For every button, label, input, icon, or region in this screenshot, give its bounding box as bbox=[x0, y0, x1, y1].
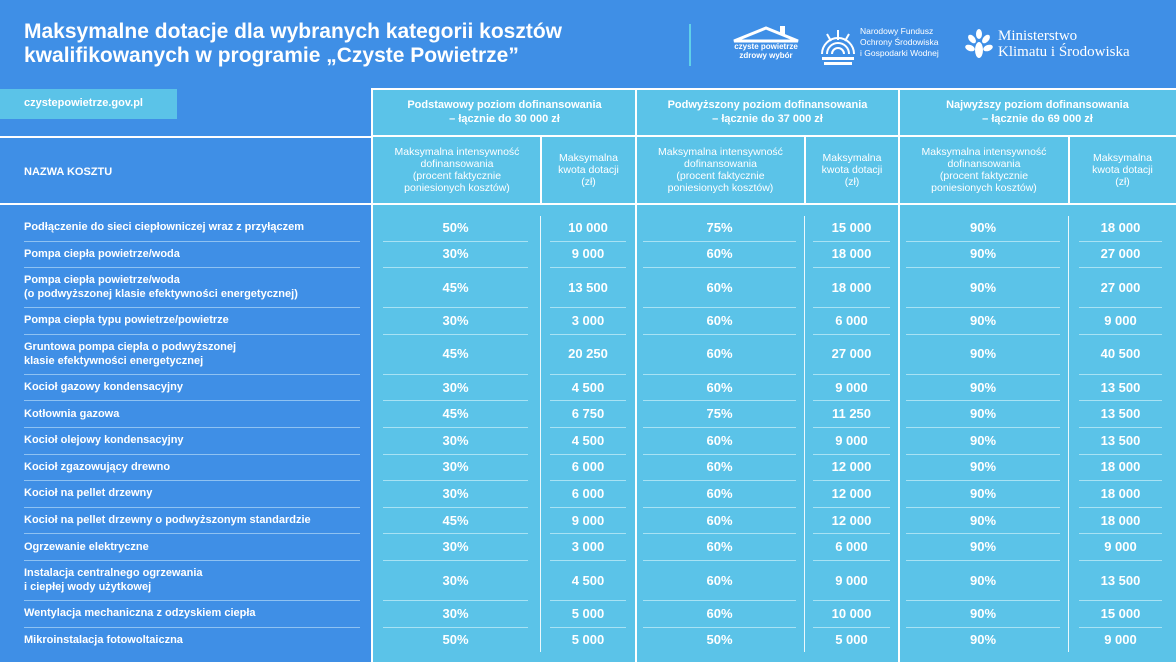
title-line-1: Maksymalne dotacje dla wybranych kategorii kosztów bbox=[24, 20, 563, 43]
cost-name-line1: Ogrzewanie elektryczne bbox=[24, 540, 149, 553]
amount-subheader-line: kwota dotacji bbox=[558, 164, 619, 176]
amount-value: 4 500 bbox=[571, 572, 605, 588]
cost-name-text bbox=[24, 540, 149, 554]
intensity-value: 30% bbox=[442, 485, 469, 501]
amount-value: 6 000 bbox=[835, 312, 868, 328]
group-header-line1: Podstawowy poziom dofinansowania bbox=[407, 99, 602, 111]
page-title bbox=[24, 20, 664, 68]
intensity-value: 90% bbox=[969, 219, 997, 235]
amount-subheader-line: (zł) bbox=[1115, 176, 1130, 188]
amount-value: 15 000 bbox=[831, 219, 872, 235]
intensity-value: 90% bbox=[969, 632, 997, 648]
amount-value: 6 750 bbox=[571, 406, 605, 422]
amount-subheader-line: kwota dotacji bbox=[821, 164, 883, 176]
intensity-value: 30% bbox=[442, 459, 469, 475]
cost-name-line1: Instalacja centralnego ogrzewania bbox=[24, 567, 203, 579]
left-header-line bbox=[0, 203, 373, 205]
intensity-value: 90% bbox=[969, 246, 997, 262]
amount-value: 4 500 bbox=[571, 432, 605, 448]
cost-name bbox=[24, 374, 360, 401]
intensity-value: 60% bbox=[706, 346, 733, 362]
logo-czyste-text-2: zdrowy wybór bbox=[739, 51, 793, 60]
intensity-value: 60% bbox=[706, 572, 733, 588]
intensity-subheader-line: dofinansowania bbox=[947, 158, 1021, 170]
sub-divider bbox=[540, 136, 542, 204]
cost-name bbox=[24, 267, 360, 307]
intensity-value: 45% bbox=[442, 512, 469, 528]
cost-name bbox=[24, 454, 360, 481]
amount-subheader-text bbox=[558, 152, 619, 188]
intensity-value: 45% bbox=[442, 279, 469, 295]
amount-value: 18 000 bbox=[1100, 219, 1141, 235]
amount-subheader bbox=[541, 136, 636, 204]
intensity-value: 90% bbox=[969, 406, 997, 422]
header-divider bbox=[689, 24, 691, 66]
intensity-value: 30% bbox=[442, 246, 469, 262]
amount-value: 3 000 bbox=[571, 312, 605, 328]
value-sub-divider bbox=[540, 216, 541, 652]
intensity-subheader bbox=[636, 136, 805, 204]
intensity-value: 90% bbox=[969, 346, 997, 362]
amount-subheader-text bbox=[1092, 152, 1153, 188]
intensity-value: 90% bbox=[969, 539, 997, 555]
intensity-value: 90% bbox=[969, 485, 997, 501]
amount-subheader-text bbox=[822, 152, 883, 188]
amount-subheader bbox=[1069, 136, 1176, 204]
cost-name bbox=[24, 427, 360, 454]
intensity-value: 90% bbox=[969, 312, 997, 328]
intensity-value: 90% bbox=[969, 379, 997, 395]
intensity-value: 30% bbox=[442, 572, 469, 588]
amount-value: 40 500 bbox=[1100, 346, 1141, 362]
cost-name-text bbox=[24, 513, 311, 527]
amount-value: 13 500 bbox=[1100, 379, 1141, 395]
amount-value: 27 000 bbox=[831, 346, 872, 362]
intensity-value: 45% bbox=[442, 346, 469, 362]
amount-value: 18 000 bbox=[831, 246, 872, 262]
group-header-line2: – łącznie do 37 000 zł bbox=[712, 113, 823, 125]
intensity-subheader-line: (procent faktycznie bbox=[939, 170, 1029, 182]
intensity-value: 60% bbox=[706, 379, 733, 395]
amount-value: 4 500 bbox=[571, 379, 605, 395]
amount-subheader-line: Maksymalna bbox=[822, 152, 882, 164]
amount-subheader-line: Maksymalna bbox=[1093, 152, 1152, 164]
nfosigw-logo bbox=[818, 24, 948, 68]
cost-name-text bbox=[24, 606, 256, 620]
cost-name-text bbox=[24, 220, 304, 234]
intensity-value: 90% bbox=[969, 572, 997, 588]
intensity-value: 60% bbox=[706, 539, 733, 555]
intensity-subheader-line: Maksymalna intensywność bbox=[394, 146, 520, 158]
intensity-value: 90% bbox=[969, 432, 997, 448]
intensity-value: 90% bbox=[969, 605, 997, 621]
logo-min-text-2: Klimatu i Środowiska bbox=[998, 44, 1130, 60]
intensity-value: 60% bbox=[706, 312, 733, 328]
cost-name-line1: Wentylacja mechaniczna z odzyskiem ciepła bbox=[24, 607, 256, 620]
intensity-value: 50% bbox=[442, 632, 469, 648]
amount-value: 5 000 bbox=[571, 632, 605, 648]
czyste-powietrze-logo bbox=[730, 24, 802, 68]
cost-name-line1: Kocioł na pellet drzewny o podwyższonym standardzie bbox=[24, 514, 311, 527]
title-line-2: kwalifikowanych w programie „Czyste Powietrze” bbox=[24, 44, 519, 67]
ministerstwo-logo bbox=[964, 28, 1154, 68]
cost-name-line2: (o podwyższonej klasie efektywności energetycznej) bbox=[24, 288, 298, 301]
sub-divider bbox=[1068, 136, 1070, 204]
intensity-value: 90% bbox=[969, 279, 997, 295]
cost-name-line1: Mikroinstalacja fotowoltaiczna bbox=[24, 633, 183, 646]
amount-value: 10 000 bbox=[568, 219, 608, 235]
amount-value: 12 000 bbox=[831, 459, 872, 475]
cost-name bbox=[24, 400, 360, 427]
intensity-value: 75% bbox=[706, 219, 733, 235]
group-header bbox=[373, 88, 636, 136]
header-divider-line bbox=[373, 135, 1176, 137]
website-url[interactable] bbox=[0, 89, 177, 119]
intensity-value: 60% bbox=[706, 459, 733, 475]
cost-name-column bbox=[0, 204, 372, 662]
cost-name-line1: Kocioł zgazowujący drewno bbox=[24, 460, 171, 473]
amount-value: 11 250 bbox=[831, 406, 872, 422]
intensity-subheader-line: (procent faktycznie bbox=[412, 170, 502, 182]
intensity-value: 30% bbox=[442, 312, 469, 328]
cost-name-text bbox=[24, 407, 119, 421]
group-header-line1: Najwyższy poziom dofinansowania bbox=[946, 99, 1129, 111]
group-header bbox=[899, 88, 1176, 136]
cost-name-text bbox=[24, 486, 152, 500]
amount-value: 6 000 bbox=[571, 485, 605, 501]
cost-name-line1: Gruntowa pompa ciepła o podwyższonej bbox=[24, 340, 237, 353]
amount-value: 6 000 bbox=[835, 539, 868, 555]
intensity-subheader-text bbox=[395, 146, 520, 194]
cost-name-text bbox=[24, 460, 170, 474]
group-header bbox=[636, 88, 899, 136]
header-divider-line bbox=[373, 203, 1176, 205]
intensity-subheader-line: poniesionych kosztów) bbox=[931, 182, 1037, 194]
leaf-emblem-icon bbox=[964, 28, 994, 62]
amount-value: 12 000 bbox=[831, 485, 872, 501]
intensity-value: 60% bbox=[706, 246, 733, 262]
cost-name-line2: klasie efektywności energetycznej bbox=[24, 354, 204, 367]
amount-value: 9 000 bbox=[835, 572, 868, 588]
group-header-line2: – łącznie do 30 000 zł bbox=[449, 113, 560, 125]
intensity-subheader-line: dofinansowania bbox=[420, 158, 494, 170]
amount-value: 13 500 bbox=[1100, 432, 1141, 448]
intensity-value: 30% bbox=[442, 539, 469, 555]
amount-value: 13 500 bbox=[568, 279, 608, 295]
logo-nfos-text-2: Ochrony Środowiska bbox=[860, 37, 939, 47]
amount-value: 18 000 bbox=[1100, 485, 1141, 501]
amount-value: 6 000 bbox=[571, 459, 605, 475]
url-text[interactable]: czystepowietrze.gov.pl bbox=[24, 97, 143, 109]
amount-value: 10 000 bbox=[831, 605, 872, 621]
intensity-subheader-text bbox=[922, 146, 1047, 194]
amount-value: 13 500 bbox=[1100, 572, 1141, 588]
cost-name-text bbox=[24, 633, 183, 647]
cost-name-text bbox=[24, 433, 184, 447]
house-icon bbox=[730, 24, 802, 44]
intensity-subheader-line: Maksymalna intensywność bbox=[921, 146, 1047, 158]
intensity-subheader bbox=[373, 136, 541, 204]
group-divider bbox=[635, 88, 637, 662]
amount-subheader-line: (zł) bbox=[844, 176, 860, 188]
intensity-value: 60% bbox=[706, 485, 733, 501]
cost-name bbox=[24, 241, 360, 268]
intensity-value: 75% bbox=[706, 406, 733, 422]
header-bar bbox=[0, 0, 1176, 88]
amount-value: 15 000 bbox=[1100, 605, 1141, 621]
intensity-value: 50% bbox=[442, 219, 469, 235]
amount-value: 9 000 bbox=[1104, 632, 1137, 648]
amount-value: 9 000 bbox=[835, 432, 868, 448]
intensity-value: 45% bbox=[442, 406, 469, 422]
intensity-value: 60% bbox=[706, 279, 733, 295]
cost-name-text bbox=[24, 247, 180, 261]
amount-value: 13 500 bbox=[1100, 406, 1141, 422]
cost-name bbox=[24, 334, 360, 374]
amount-subheader-line: Maksymalna bbox=[559, 152, 618, 164]
cost-name-header: NAZWA KOSZTU bbox=[24, 166, 113, 178]
amount-value: 20 250 bbox=[568, 346, 608, 362]
cost-name-line1: Kocioł olejowy kondensacyjny bbox=[24, 434, 184, 447]
cost-name-line1: Kotłownia gazowa bbox=[24, 407, 120, 420]
amount-value: 27 000 bbox=[1100, 246, 1141, 262]
subsidy-table-values bbox=[373, 88, 1176, 662]
left-border-line bbox=[371, 88, 373, 662]
amount-subheader-line: kwota dotacji bbox=[1092, 164, 1153, 176]
logo-nfos-text-1: Narodowy Fundusz bbox=[860, 26, 934, 36]
group-header-line2: – łącznie do 69 000 zł bbox=[982, 113, 1093, 125]
group-divider bbox=[898, 88, 900, 662]
cost-name bbox=[24, 507, 360, 534]
group-header-line1: Podwyższony poziom dofinansowania bbox=[667, 99, 868, 111]
cost-name bbox=[24, 627, 360, 654]
cost-name bbox=[24, 560, 360, 600]
intensity-value: 30% bbox=[442, 605, 469, 621]
cost-name-line1: Kocioł na pellet drzewny bbox=[24, 487, 153, 500]
amount-value: 9 000 bbox=[1104, 312, 1137, 328]
amount-value: 9 000 bbox=[571, 246, 605, 262]
amount-value: 9 000 bbox=[1104, 539, 1137, 555]
amount-subheader bbox=[805, 136, 899, 204]
amount-value: 18 000 bbox=[1100, 459, 1141, 475]
cost-name bbox=[24, 600, 360, 627]
amount-value: 5 000 bbox=[835, 632, 868, 648]
amount-value: 9 000 bbox=[571, 512, 605, 528]
intensity-value: 90% bbox=[969, 512, 997, 528]
cost-name-text bbox=[24, 380, 183, 394]
intensity-subheader bbox=[899, 136, 1069, 204]
cost-name-line1: Podłączenie do sieci ciepłowniczej wraz z przyłączem bbox=[24, 221, 304, 234]
intensity-value: 90% bbox=[969, 459, 997, 475]
intensity-subheader-line: (procent faktycznie bbox=[676, 170, 765, 182]
cost-name bbox=[24, 214, 360, 241]
intensity-value: 50% bbox=[706, 632, 733, 648]
cost-name-text bbox=[24, 340, 236, 368]
logo-min-text-1: Ministerstwo bbox=[998, 28, 1078, 44]
cost-name-line1: Pompa ciepła powietrze/woda bbox=[24, 274, 180, 287]
amount-value: 27 000 bbox=[1100, 279, 1141, 295]
cost-name-line1: Pompa ciepła powietrze/woda bbox=[24, 247, 180, 260]
amount-value: 3 000 bbox=[571, 539, 605, 555]
intensity-subheader-line: poniesionych kosztów) bbox=[667, 182, 774, 194]
logo-nfos-text-3: i Gospodarki Wodnej bbox=[860, 48, 939, 58]
cost-name bbox=[24, 533, 360, 560]
amount-value: 9 000 bbox=[835, 379, 868, 395]
intensity-value: 30% bbox=[442, 379, 469, 395]
amount-subheader-line: (zł) bbox=[581, 176, 596, 188]
value-sub-divider bbox=[1068, 216, 1069, 652]
cost-name-text bbox=[24, 566, 203, 594]
amount-value: 18 000 bbox=[1100, 512, 1141, 528]
left-header-line bbox=[0, 136, 373, 138]
cost-name bbox=[24, 480, 360, 507]
intensity-value: 30% bbox=[442, 432, 469, 448]
top-border-line bbox=[373, 88, 1176, 90]
intensity-subheader-text bbox=[658, 146, 783, 194]
cost-name-text bbox=[24, 313, 229, 327]
intensity-value: 60% bbox=[706, 432, 733, 448]
intensity-subheader-line: dofinansowania bbox=[684, 158, 757, 170]
intensity-value: 60% bbox=[706, 512, 733, 528]
nfosigw-emblem-icon bbox=[818, 24, 858, 68]
sub-divider bbox=[804, 136, 806, 204]
amount-value: 5 000 bbox=[571, 605, 605, 621]
cost-name-line1: Pompa ciepła typu powietrze/powietrze bbox=[24, 314, 229, 327]
intensity-subheader-line: Maksymalna intensywność bbox=[658, 146, 783, 158]
logo-czyste-text-1: czyste powietrze bbox=[734, 42, 798, 51]
value-sub-divider bbox=[804, 216, 805, 652]
intensity-subheader-line: poniesionych kosztów) bbox=[404, 182, 510, 194]
cost-name-line1: Kocioł gazowy kondensacyjny bbox=[24, 381, 183, 394]
amount-value: 12 000 bbox=[831, 512, 872, 528]
intensity-value: 60% bbox=[706, 605, 733, 621]
cost-name bbox=[24, 307, 360, 334]
cost-name-text bbox=[24, 273, 298, 301]
cost-name-line2: i ciepłej wody użytkowej bbox=[24, 581, 152, 593]
amount-value: 18 000 bbox=[831, 279, 872, 295]
